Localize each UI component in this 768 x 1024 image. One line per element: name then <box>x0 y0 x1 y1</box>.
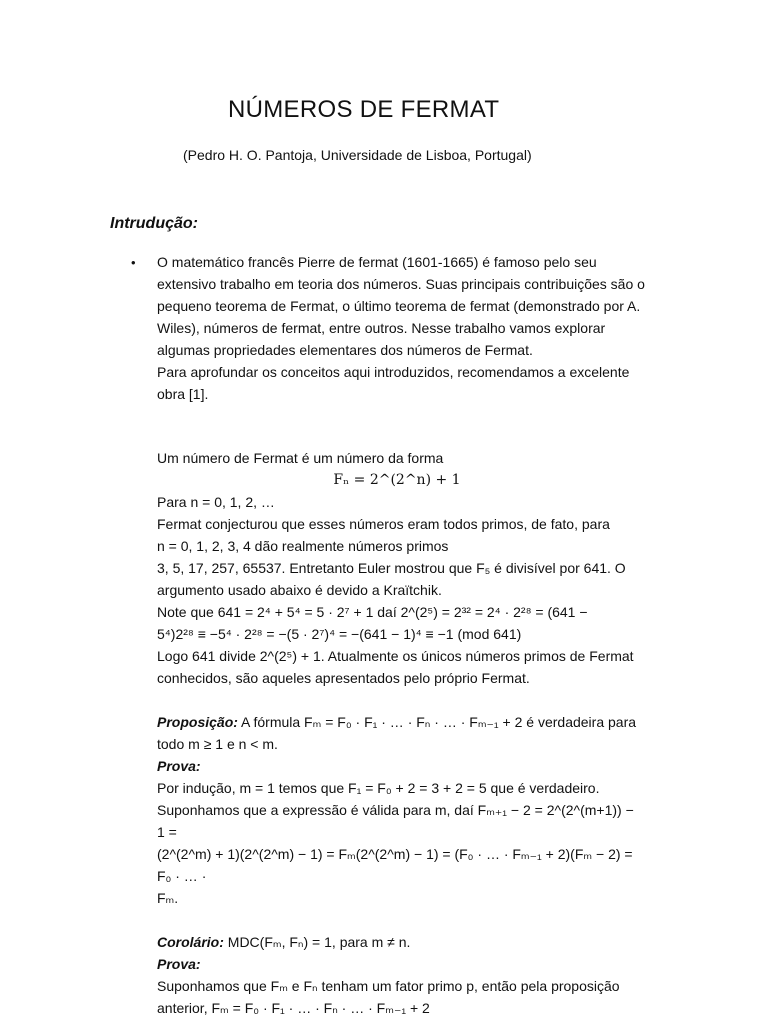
proposition-text-1: A fórmula Fₘ = F₀ · F₁ · … · Fₙ · … · Fₘ₋₁ + 2 é verdadeira para <box>241 714 637 730</box>
corollary-text: MDC(Fₘ, Fₙ) = 1, para m ≠ n. <box>227 934 411 950</box>
range-line: Para n = 0, 1, 2, … <box>157 494 275 510</box>
conclusion-line-1: Logo 641 divide 2^(2⁵) + 1. Atualmente os únicos números primos de Fermat <box>157 648 634 664</box>
proposition-text-2: todo m ≥ 1 e n < m. <box>157 736 278 752</box>
proof-line-4: Fₘ. <box>157 890 179 906</box>
fermat-definition-section <box>157 447 637 1019</box>
corollary-line <box>157 931 637 953</box>
intro-text: O matemático francês Pierre de fermat (1601-1665) é famoso pelo seu extensivo trabalho em teoria dos números. Suas principais contribuições são o pequeno teorema de Fermat, o último teorema de fermat (demonstrado por A. Wiles), números de fermat, entre outros. Nesse trabalho vamos explorar algumas propriedades elementares dos números de Fermat. <box>157 254 645 358</box>
proposition-line-1 <box>157 711 637 733</box>
proof-label-2: Prova: <box>157 956 201 972</box>
note-line-1: Note que 641 = 2⁴ + 5⁴ = 5 · 2⁷ + 1 daí 2^(2⁵) = 2³² = 2⁴ · 2²⁸ = (641 − <box>157 604 588 620</box>
definition-line: Um número de Fermat é um número da forma <box>157 450 444 466</box>
fermat-formula: Fₙ = 2^(2^n) + 1 <box>333 472 461 488</box>
conjecture-line-2: n = 0, 1, 2, 3, 4 dão realmente números primos <box>157 538 449 554</box>
corollary-label: Corolário: <box>157 934 224 950</box>
primes-line: 3, 5, 17, 257, 65537. Entretanto Euler mostrou que F₅ é divisível por 641. O <box>157 560 626 576</box>
argument-line: argumento usado abaixo é devido a Kraïtchik. <box>157 582 442 598</box>
intro-paragraph <box>157 251 657 405</box>
proof-line-1: Por indução, m = 1 temos que F₁ = F₀ + 2 = 3 + 2 = 5 que é verdadeiro. <box>157 780 600 796</box>
conjecture-line-1: Fermat conjecturou que esses números eram todos primos, de fato, para <box>157 516 610 532</box>
proof-label: Prova: <box>157 758 201 774</box>
proof-line-3: (2^(2^m) + 1)(2^(2^m) − 1) = Fₘ(2^(2^m) − 1) = (F₀ · … · Fₘ₋₁ + 2)(Fₘ − 2) = F₀ · … · <box>157 846 633 884</box>
note-line-2: 5⁴)2²⁸ ≡ −5⁴ · 2²⁸ = −(5 · 2⁷)⁴ = −(641 − 1)⁴ ≡ −1 (mod 641) <box>157 626 522 642</box>
proof-line-2: Suponhamos que a expressão é válida para m, daí Fₘ₊₁ − 2 = 2^(2^(m+1)) − 1 = <box>157 802 634 840</box>
conclusion-line-2: conhecidos, são aqueles apresentados pelo próprio Fermat. <box>157 670 530 686</box>
proof2-line-2: anterior, Fₘ = F₀ · F₁ · … · Fₙ · … · Fₘ₋₁ + 2 <box>157 1000 430 1016</box>
section-heading: Intrudução: <box>110 215 198 232</box>
intro-recommendation: Para aprofundar os conceitos aqui introduzidos, recomendamos a excelente obra [1]. <box>157 364 630 402</box>
proof2-line-1: Suponhamos que Fₘ e Fₙ tenham um fator primo p, então pela proposição <box>157 978 620 994</box>
author-line: (Pedro H. O. Pantoja, Universidade de Lisboa, Portugal) <box>183 147 532 163</box>
bullet-icon: • <box>131 255 136 270</box>
document-title: NÚMEROS DE FERMAT <box>228 96 500 123</box>
proposition-label: Proposição: <box>157 714 238 730</box>
